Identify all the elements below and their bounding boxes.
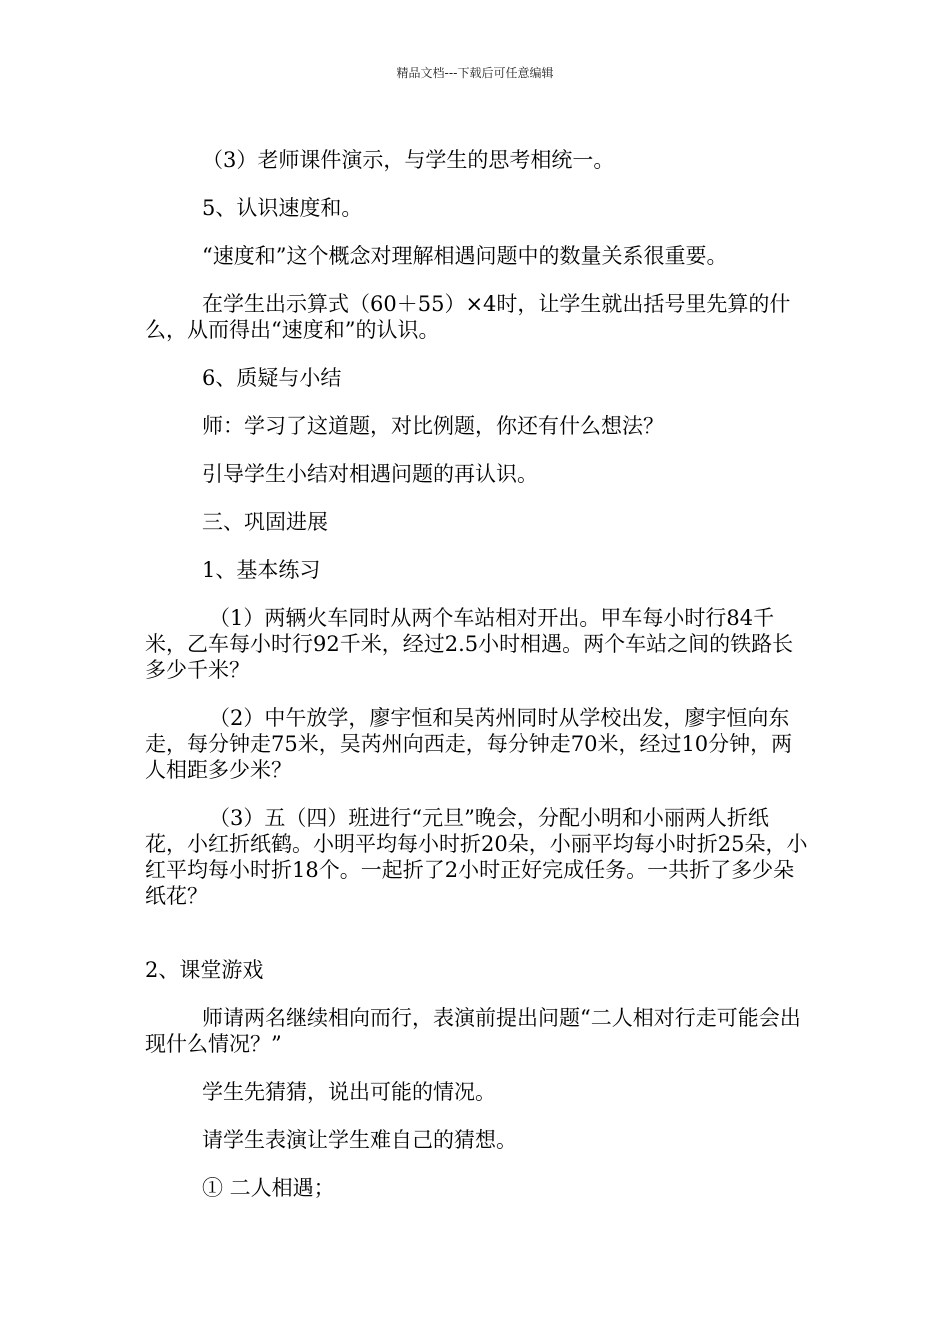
paragraph: （3）老师课件演示，与学生的思考相统一。: [202, 148, 615, 172]
section-heading: 5、认识速度和。: [202, 196, 363, 220]
list-item: ① 二人相遇；: [202, 1176, 335, 1200]
paragraph: 引导学生小结对相遇问题的再认识。: [202, 462, 538, 486]
exercise-item: （1）两辆火车同时从两个车站相对开出。甲车每小时行84千米，乙车每小时行92千米，经过2.5小时相遇。两个车站之间的铁路长多少千米？: [145, 606, 794, 682]
paragraph: 请学生表演让学生难自己的猜想。: [202, 1128, 517, 1152]
paragraph: 师：学习了这道题，对比例题，你还有什么想法？: [202, 414, 664, 438]
paragraph: 学生先猜猜，说出可能的情况。: [202, 1080, 496, 1104]
section-heading: 三、巩固进展: [202, 510, 328, 534]
section-heading: 2、课堂游戏: [145, 958, 264, 982]
paragraph: 在学生出示算式（60＋55）×4时，让学生就出括号里先算的什么，从而得出“速度和”的认识。: [145, 292, 791, 342]
document-body: [145, 147, 810, 1201]
section-heading: 6、质疑与小结: [202, 366, 342, 390]
paragraph: 师请两名继续相向而行，表演前提出问题“二人相对行走可能会出现什么情况？”: [145, 1006, 801, 1056]
exercise-item: （3）五（四）班进行“元旦”晚会，分配小明和小丽两人折纸花，小红折纸鹤。小明平均每小时折20朵，小丽平均每小时折25朵，小红平均每小时折18个。一起折了2小时正好完成任务。一共折了多少朵纸花？: [145, 806, 808, 908]
page-header: 精品文档---下载后可任意编辑: [396, 66, 554, 80]
exercise-item: （2）中午放学，廖宇恒和吴芮州同时从学校出发，廖宇恒向东走，每分钟走75米，吴芮州向西走，每分钟走70米，经过10分钟，两人相距多少米？: [145, 706, 793, 782]
section-heading: 1、基本练习: [202, 558, 321, 582]
paragraph: “速度和”这个概念对理解相遇问题中的数量关系很重要。: [202, 244, 728, 268]
